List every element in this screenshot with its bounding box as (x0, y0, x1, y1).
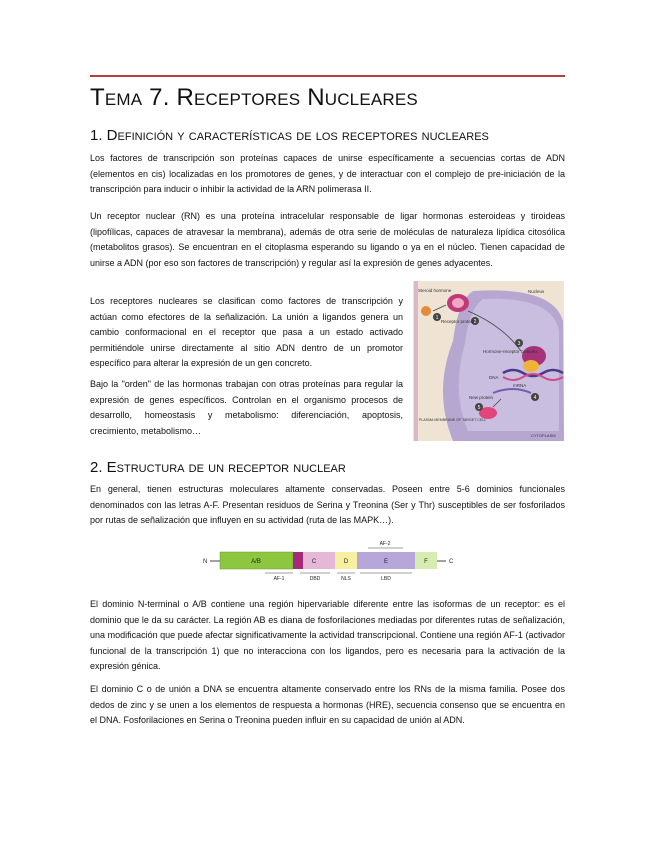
svg-text:E: E (383, 559, 389, 565)
svg-text:3: 3 (517, 341, 521, 347)
hormone-dot (421, 306, 431, 316)
paragraph-c-domain: El dominio C o de unión a DNA se encuentra altamente conservado entre los RNs de la misma familia. Posee dos dedos de zinc y se unen a los elementos de respuesta a hormonas (HRE), secuencia consenso que se encuentra en el DNA. Fosforilaciones en Serina o Treonina pueden influir en su capacidad de unión al ADN. (90, 684, 565, 726)
svg-text:4: 4 (533, 395, 537, 401)
paragraph-classification: Los receptores nucleares se clasifican como factores de transcripción y actúan como efectores de la señalización. La unión a ligandos genera un cambio conformacional en el receptor que pasa a un estado activado permitiéndole unirse directamente al sitio ADN dentro de un promotor específico para alterar la expresión de un gen concreto. (90, 296, 403, 369)
section-1-heading: 1. Definición y características de los receptores nucleares (90, 127, 489, 144)
af1-label: AF-1 (273, 576, 285, 582)
svg-text:C: C (311, 559, 317, 565)
svg-text:D: D (343, 559, 349, 565)
receptor-domain-diagram (200, 538, 460, 586)
dbd-label: DBD (309, 576, 321, 582)
steroid-hormone-pathway-figure (413, 281, 564, 441)
nls-label: NLS (341, 576, 351, 582)
label-receptor-protein: Receptor protein (441, 319, 475, 324)
svg-text:5: 5 (477, 405, 481, 411)
n-terminal-label: N (203, 559, 208, 565)
label-mrna: mRNA (513, 383, 527, 388)
paragraph-nuclear-receptor-definition: Un receptor nuclear (RN) es una proteína intracelular responsable de ligar hormonas esteroideas y tiroideas (lipofílicas, capaces de atravesar la membrana), además de otra serie de moléculas de naturaleza lipídica citosólica (metabolitos grasos). Se encuentran en el citoplasma esperando su ligando o ya en el núcleo. Tienen capacidad de unirse a ADN (por eso son factores de transcripción) y regular así la expresión de genes adyacentes. (90, 211, 565, 268)
paragraph-hormone-order: Bajo la "orden" de las hormonas trabajan con otras proteínas para regular la expresión de genes específicos. Controlan en el organismo procesos de desarrollo, homeostasis y metabolismo: diferenciación, apoptosis, crecimiento, metabolismo… (90, 379, 403, 436)
label-nucleus: Nucleus (528, 289, 545, 294)
svg-text:2: 2 (473, 319, 477, 325)
af2-label: AF-2 (379, 541, 391, 547)
label-complex: Hormone-receptor complex (483, 349, 538, 354)
section-2-heading: 2. Estructura de un receptor nuclear (90, 459, 346, 476)
paragraph-transcription-factors: Los factores de transcripción son proteínas capaces de unirse específicamente a secuencias cortas de ADN (elementos en cis) localizadas en los promotores de genes, y de interactuar con el complejo de pre-iniciación de la transcripción para inducir o inhibir la actividad de la ARN polimerasa II. (90, 153, 565, 195)
paragraph-structure: En general, tienen estructuras moleculares altamente conservadas. Poseen entre 5-6 dominios funcionales denominados con las letras A-F. Presentan residuos de Serina y Treonina (Ser y Thr) susceptibles de ser fosforilados por rutas de señalización que influyen en su actividad (ruta de las MAPK…). (90, 484, 565, 526)
title-rule (90, 75, 565, 77)
label-cytoplasm: CYTOPLASM (531, 433, 556, 438)
lbd-label: LBD (381, 576, 391, 582)
label-new-protein: New protein (469, 395, 494, 400)
label-plasma-membrane: PLASMA MEMBRANE OF TARGET CELL (419, 418, 487, 422)
svg-text:A/B: A/B (251, 559, 261, 565)
svg-text:1: 1 (435, 315, 439, 321)
c-terminal-label: C (449, 559, 454, 565)
svg-text:F: F (424, 559, 428, 565)
page-title: Tema 7. Receptores Nucleares (90, 84, 418, 111)
label-dna: DNA (489, 375, 499, 380)
paragraph-ab-domain: El dominio N-terminal o A/B contiene una región hipervariable diferente entre las isoformas de un receptor: es el dominio que le da su carácter. La región AB es diana de fosforilaciones mediadas por diferentes rutas de señalización, una modificación que puede afectar significativamente la actividad transcripcional. Contiene una región AF-1 (activador funcional de la transcripción 1) que no interacciona con los ligandos, pero es necesaria para la activación de la expresión génica. (90, 599, 565, 672)
label-steroid-hormone: Steroid hormone (418, 288, 452, 293)
